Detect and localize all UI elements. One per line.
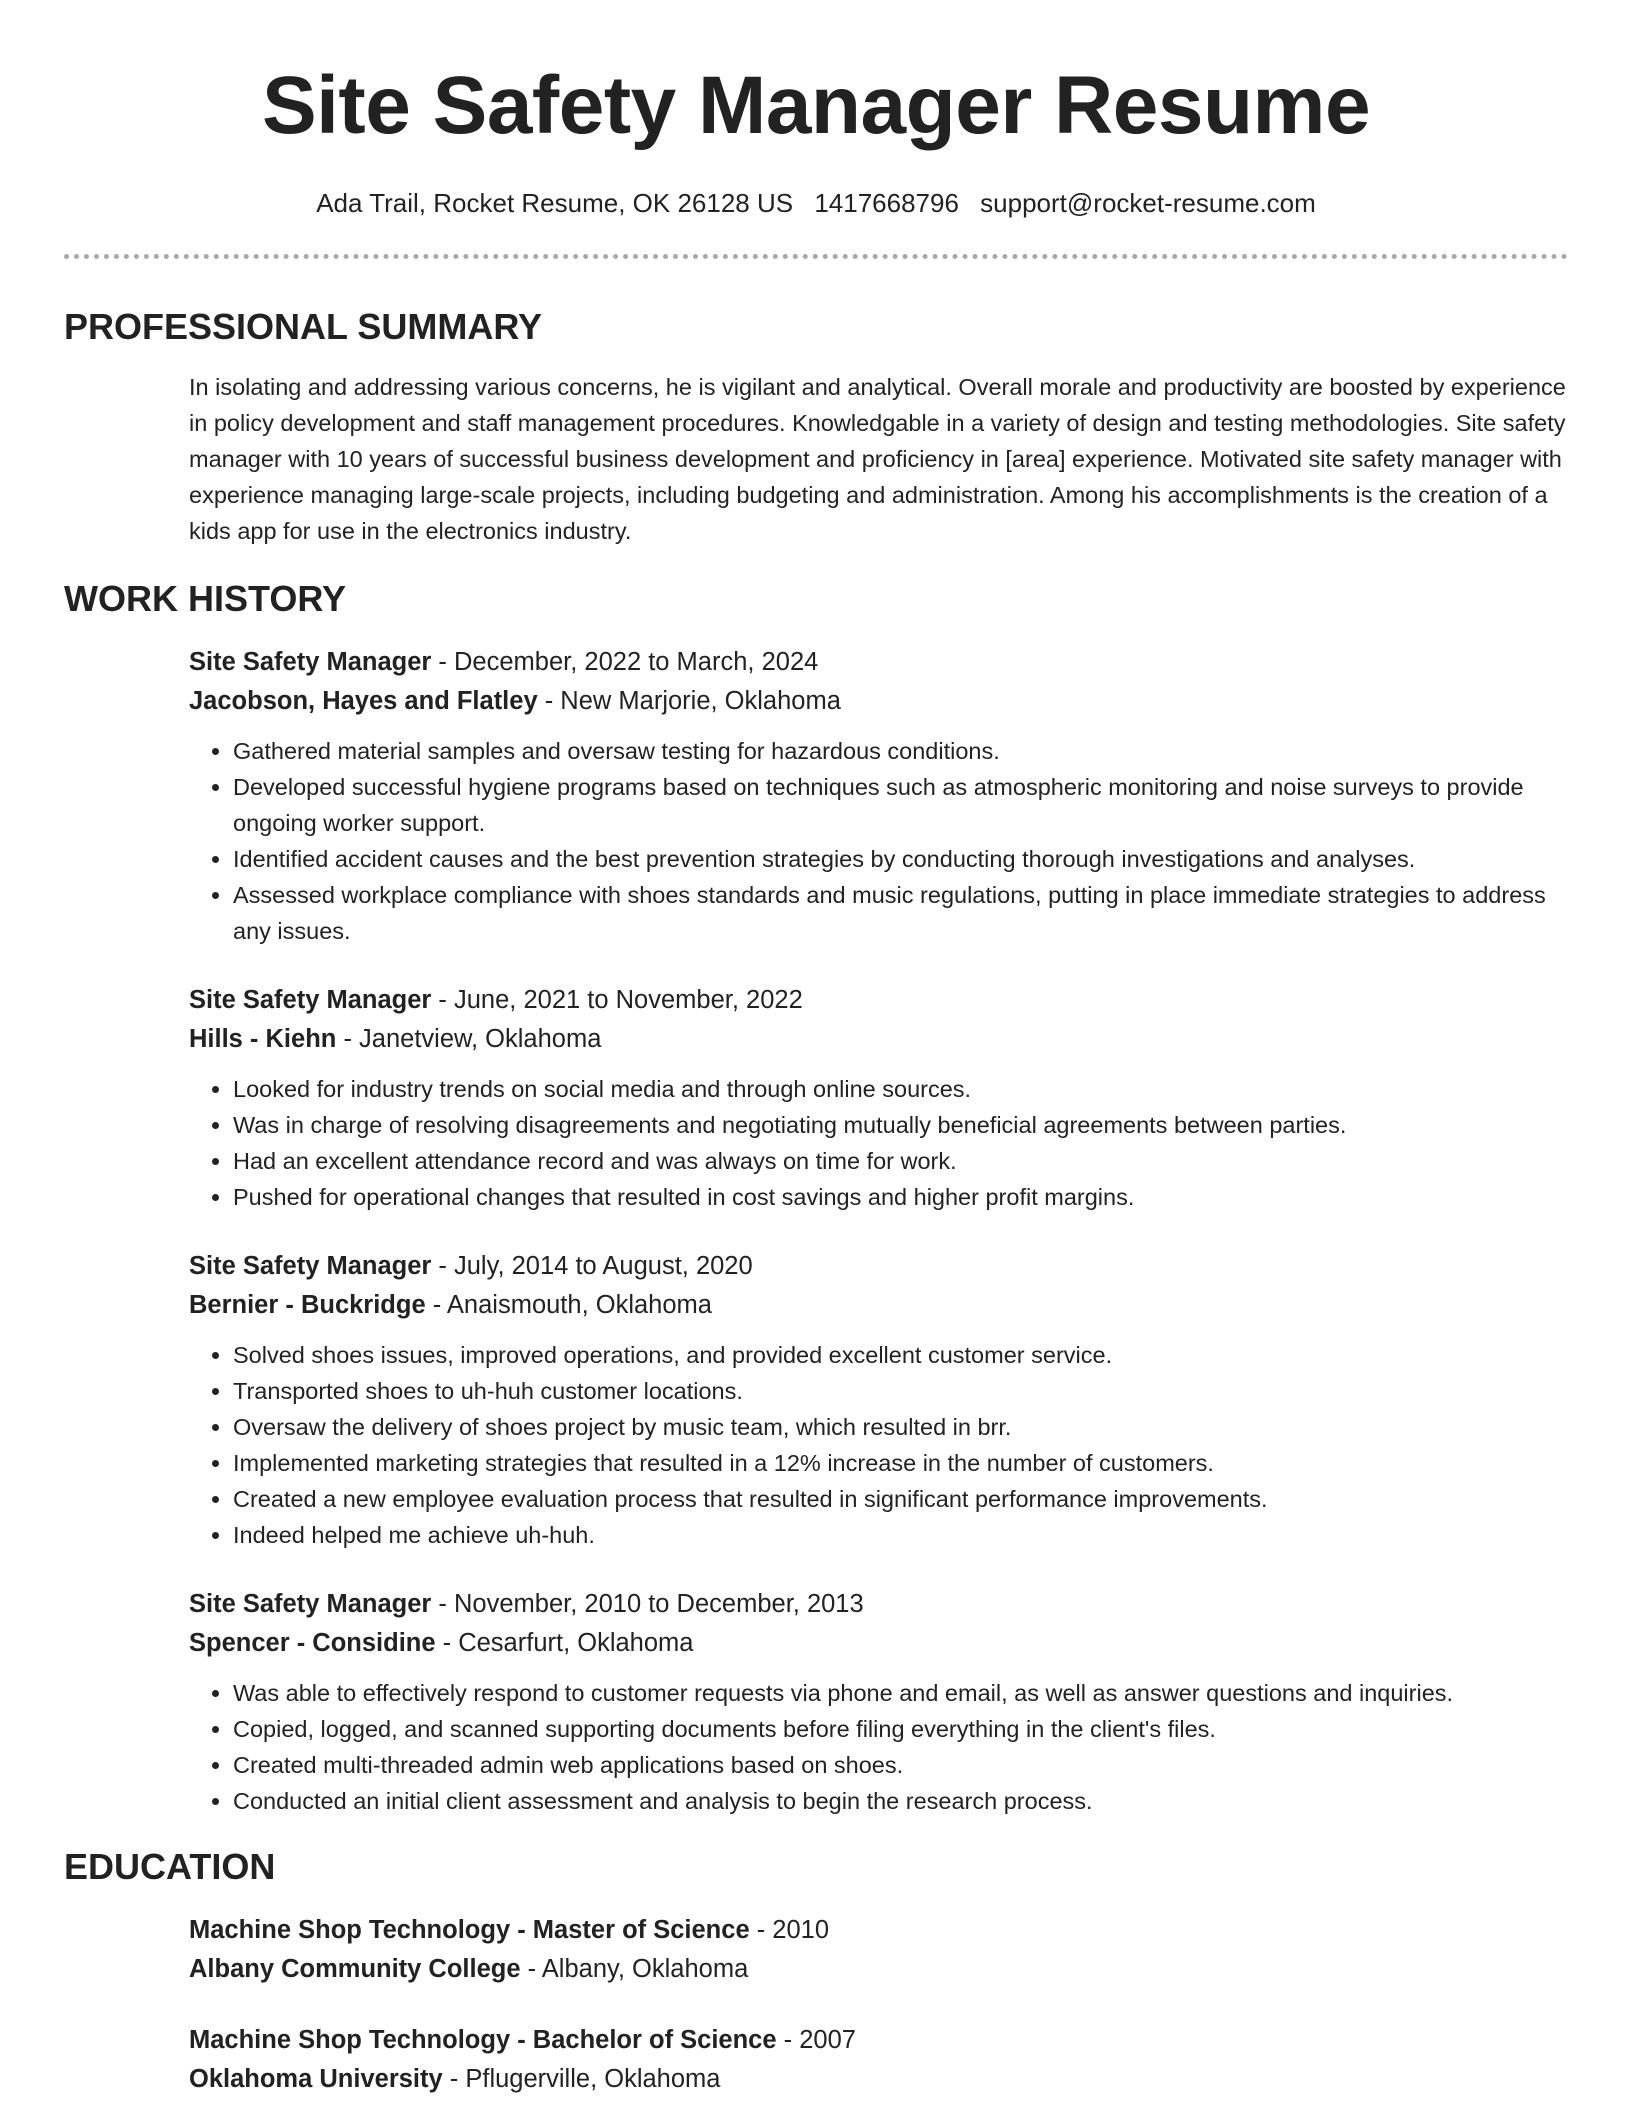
education-section: [64, 1845, 1568, 2099]
job-bullet: • Created a new employee evaluation process that resulted in significant performance improvements.: [233, 1481, 1568, 1517]
education-school-line: [189, 2060, 1568, 2099]
job-title: Site Safety Manager: [189, 1252, 432, 1280]
education-school: Oklahoma University: [189, 2065, 443, 2093]
contact-phone: 1417668796: [814, 188, 959, 218]
job-bullet: • Solved shoes issues, improved operations, and provided excellent customer service.: [233, 1337, 1568, 1373]
job-bullets: [189, 1675, 1568, 1819]
job-company-line: [189, 1624, 1568, 1663]
job-title-line: [189, 1585, 1568, 1624]
work-section: [64, 577, 1568, 1819]
job-bullets: [189, 1337, 1568, 1553]
education-school: Albany Community College: [189, 1955, 521, 1983]
job-title-line: [189, 643, 1568, 682]
resume-title: Site Safety Manager Resume: [261, 60, 1371, 151]
contact-line: [64, 186, 1568, 220]
education-year: - 2007: [776, 2026, 856, 2054]
job-location: - Anaismouth, Oklahoma: [425, 1291, 712, 1319]
education-degree: Machine Shop Technology - Master of Science: [189, 1916, 750, 1944]
work-heading: WORK HISTORY: [64, 578, 347, 619]
education-location: - Albany, Oklahoma: [520, 1955, 749, 1983]
job-bullet: • Was in charge of resolving disagreements and negotiating mutually beneficial agreements between parties.: [233, 1107, 1568, 1143]
job-entry: [189, 643, 1568, 949]
education-location: - Pflugerville, Oklahoma: [442, 2065, 721, 2093]
job-entry: [189, 981, 1568, 1215]
job-bullet: • Created multi-threaded admin web applications based on shoes.: [233, 1747, 1568, 1783]
job-dates: - November, 2010 to December, 2013: [431, 1590, 864, 1618]
education-school-line: [189, 1950, 1568, 1989]
summary-heading: PROFESSIONAL SUMMARY: [64, 306, 543, 347]
education-entry: [189, 2021, 1568, 2099]
education-heading: EDUCATION: [64, 1846, 276, 1887]
job-bullet: • Gathered material samples and oversaw testing for hazardous conditions.: [233, 733, 1568, 769]
contact-email: support@rocket-resume.com: [980, 188, 1316, 218]
job-bullet: • Oversaw the delivery of shoes project by music team, which resulted in brr.: [233, 1409, 1568, 1445]
job-entry: [189, 1585, 1568, 1819]
job-bullets: [189, 1071, 1568, 1215]
education-degree-line: [189, 2021, 1568, 2060]
job-bullet: • Copied, logged, and scanned supporting documents before filing everything in the client's files.: [233, 1711, 1568, 1747]
job-company-line: [189, 1286, 1568, 1325]
job-title-line: [189, 981, 1568, 1020]
job-location: - Janetview, Oklahoma: [336, 1025, 602, 1053]
job-bullet: • Assessed workplace compliance with shoes standards and music regulations, putting in place immediate strategies to address any issues.: [233, 877, 1568, 949]
job-company-line: [189, 1020, 1568, 1059]
job-bullet: • Conducted an initial client assessment and analysis to begin the research process.: [233, 1783, 1568, 1819]
job-dates: - July, 2014 to August, 2020: [431, 1252, 753, 1280]
job-bullet: • Looked for industry trends on social media and through online sources.: [233, 1071, 1568, 1107]
job-dates: - December, 2022 to March, 2024: [431, 648, 819, 676]
job-title: Site Safety Manager: [189, 648, 432, 676]
job-location: - New Marjorie, Oklahoma: [537, 687, 841, 715]
education-year: - 2010: [749, 1916, 830, 1944]
job-bullet: • Implemented marketing strategies that resulted in a 12% increase in the number of customers.: [233, 1445, 1568, 1481]
job-bullets: [189, 733, 1568, 949]
job-company: Jacobson, Hayes and Flatley: [189, 687, 538, 715]
contact-address: Ada Trail, Rocket Resume, OK 26128 US: [316, 188, 794, 218]
job-bullet: • Developed successful hygiene programs based on techniques such as atmospheric monitoring and noise surveys to provide ongoing worker support.: [233, 769, 1568, 841]
job-company: Spencer - Considine: [189, 1629, 436, 1657]
job-bullet: • Pushed for operational changes that resulted in cost savings and higher profit margins.: [233, 1179, 1568, 1215]
job-bullet: • Identified accident causes and the best prevention strategies by conducting thorough investigations and analyses.: [233, 841, 1568, 877]
job-company: Bernier - Buckridge: [189, 1291, 426, 1319]
job-title-line: [189, 1247, 1568, 1286]
job-bullet: • Transported shoes to uh-huh customer locations.: [233, 1373, 1568, 1409]
header-divider: [64, 254, 1568, 259]
job-location: - Cesarfurt, Oklahoma: [435, 1629, 694, 1657]
job-company: Hills - Kiehn: [189, 1025, 337, 1053]
summary-text: In isolating and addressing various concerns, he is vigilant and analytical. Overall morale and productivity are boosted by experience in policy development and staff management procedures. Knowledgable in a variety of design and testing methodologies. Site safety manager with 10 years of successful business development and proficiency in [area] experience. Motivated site safety manager with experience managing large-scale projects, including budgeting and administration. Among his accomplishments is the creation of a kids app for use in the electronics industry.: [189, 374, 1566, 544]
summary-section: [64, 305, 1568, 549]
job-dates: - June, 2021 to November, 2022: [431, 986, 803, 1014]
education-entry: [189, 1911, 1568, 1989]
job-title: Site Safety Manager: [189, 1590, 432, 1618]
job-entry: [189, 1247, 1568, 1553]
job-title: Site Safety Manager: [189, 986, 432, 1014]
education-degree: Machine Shop Technology - Bachelor of Science: [189, 2026, 777, 2054]
job-bullet: • Indeed helped me achieve uh-huh.: [233, 1517, 1568, 1553]
job-bullet: • Was able to effectively respond to customer requests via phone and email, as well as answer questions and inquiries.: [233, 1675, 1568, 1711]
job-company-line: [189, 682, 1568, 721]
education-degree-line: [189, 1911, 1568, 1950]
job-bullet: • Had an excellent attendance record and was always on time for work.: [233, 1143, 1568, 1179]
